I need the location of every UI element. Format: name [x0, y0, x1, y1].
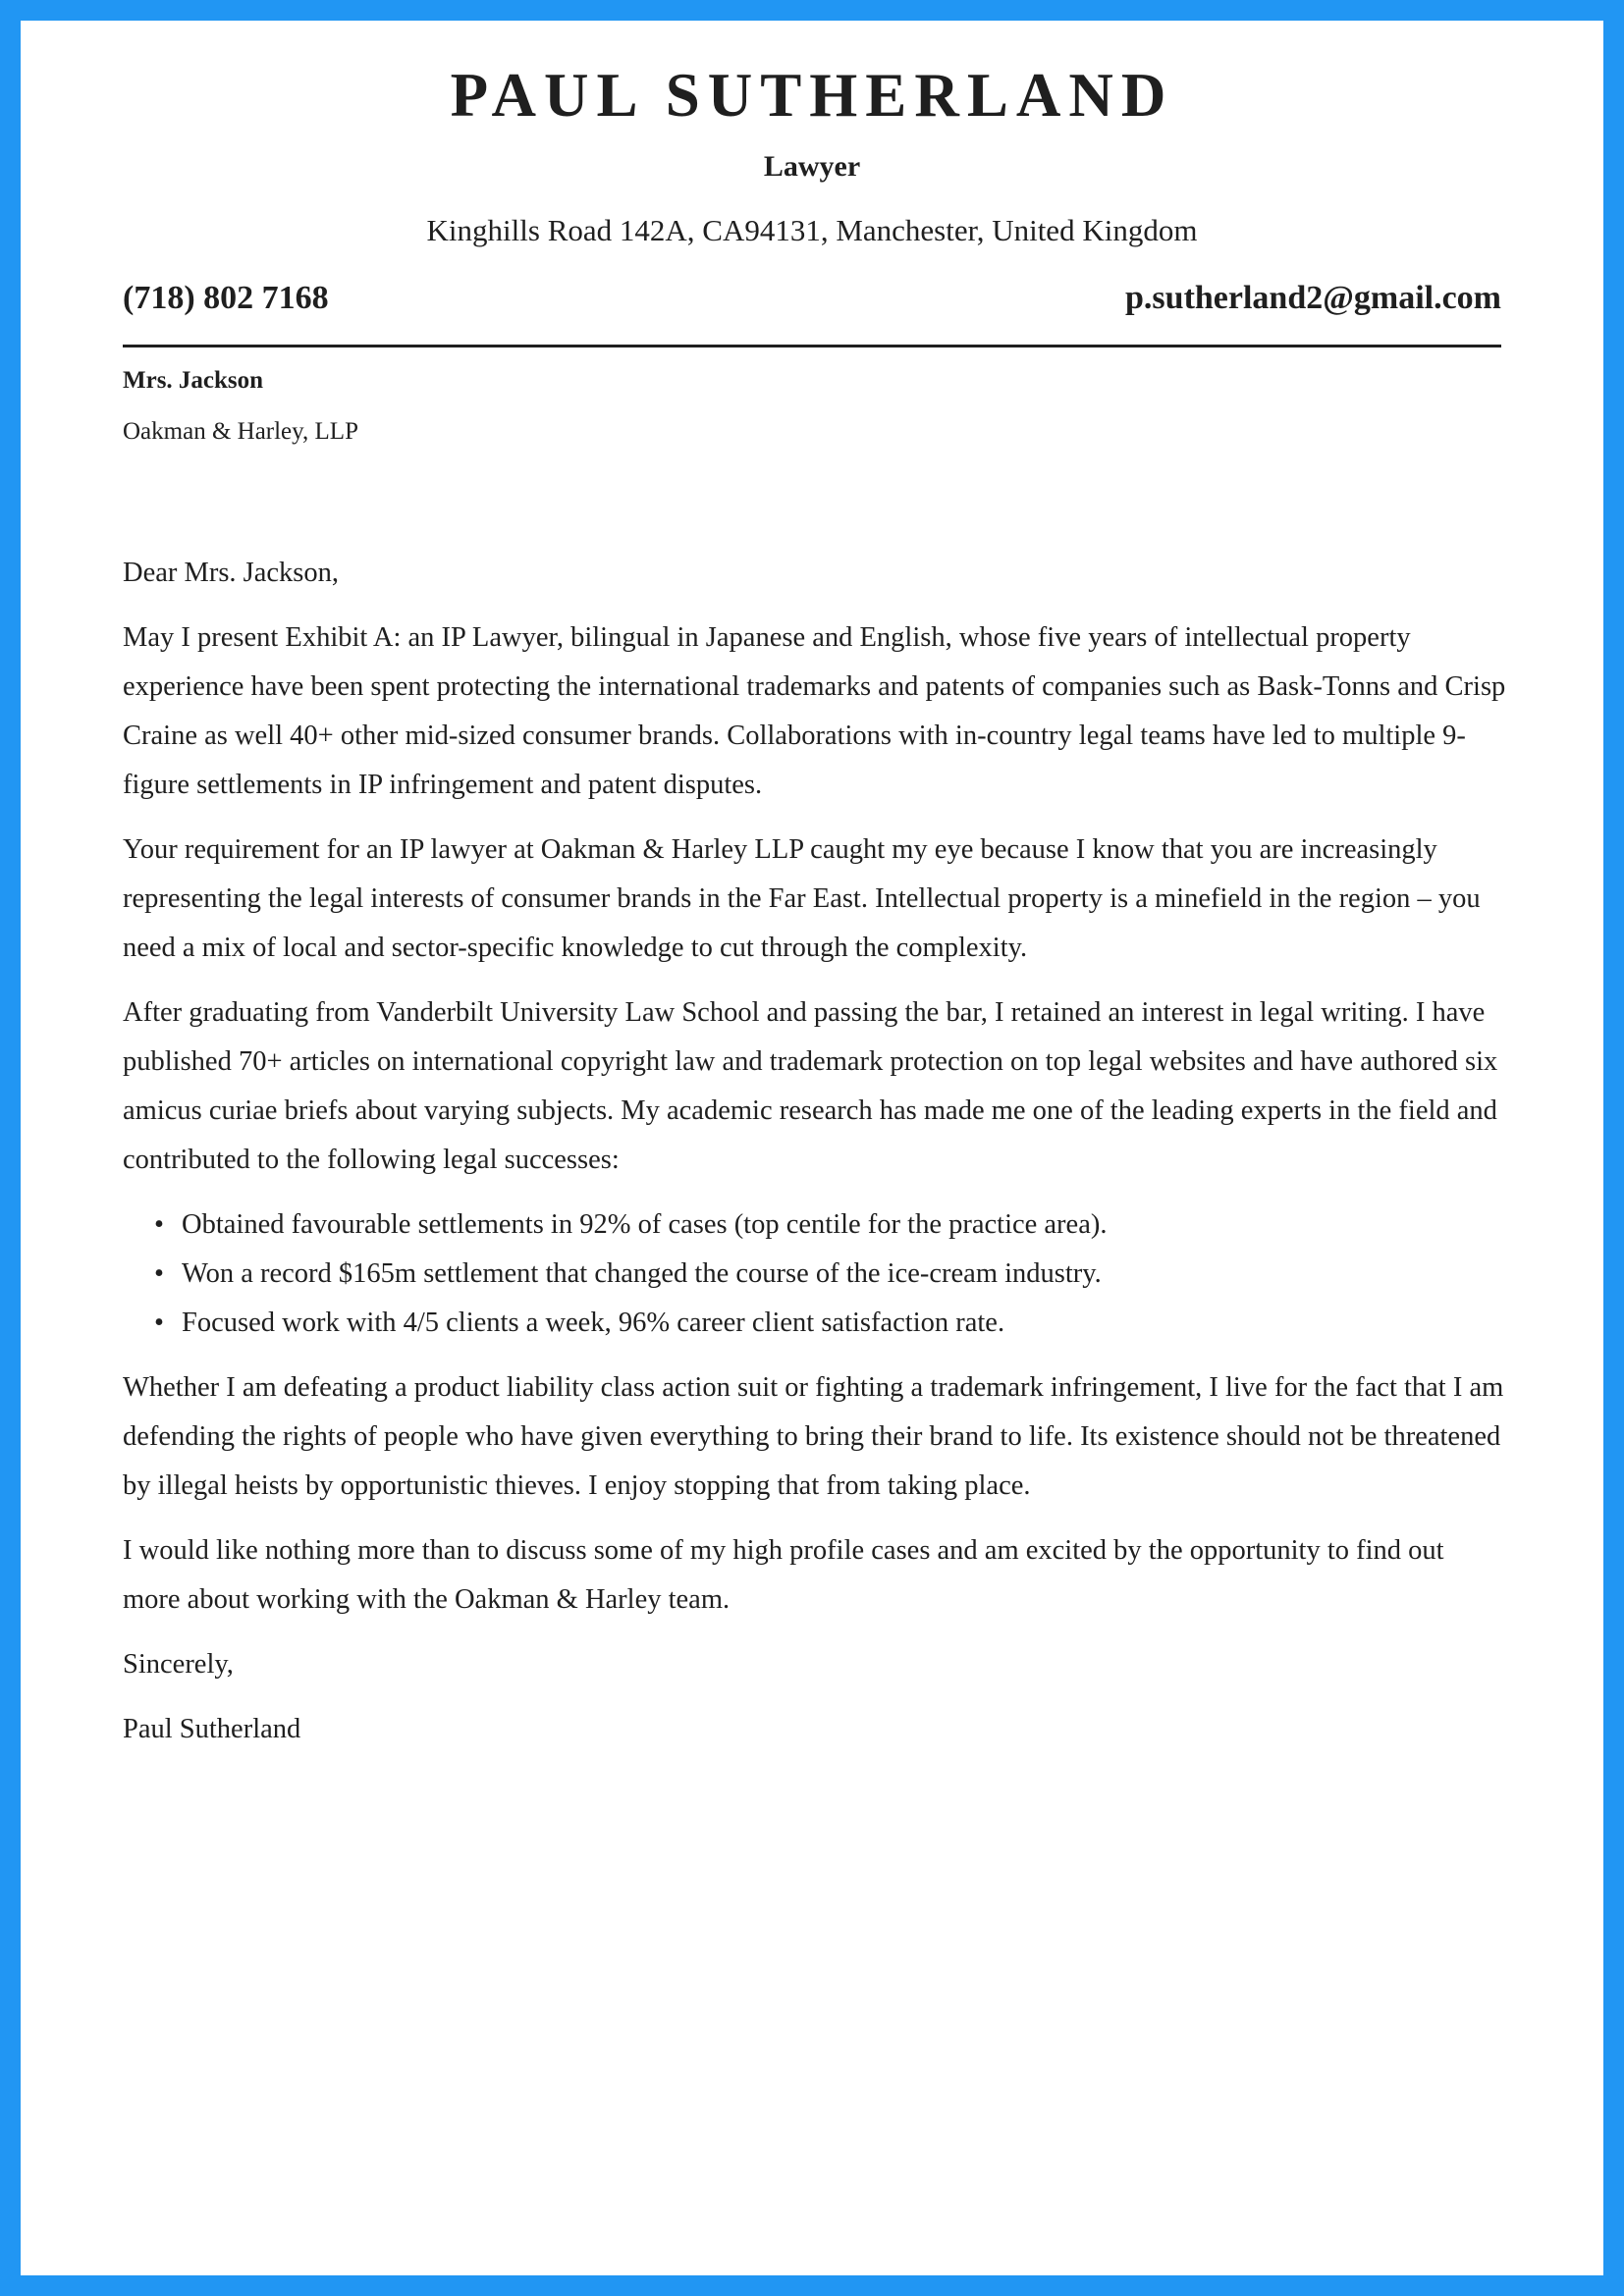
list-item-text: Focused work with 4/5 clients a week, 96% career client satisfaction rate. — [182, 1308, 1005, 1338]
bullet-icon: • — [154, 1308, 164, 1338]
list-item-text: Won a record $165m settlement that changed the course of the ice-cream industry. — [182, 1258, 1102, 1289]
achievements-list — [123, 1201, 1507, 1348]
paragraph-background: After graduating from Vanderbilt University Law School and passing the bar, I retained an interest in legal writing. I have published 70+ articles on international copyright law and trademark protection on top legal websites and have authored six amicus curiae briefs about varying subjects. My academic research has made me one of the leading experts in the field and contributed to the following legal successes: — [123, 997, 1498, 1175]
applicant-name: PAUL SUTHERLAND — [450, 61, 1174, 130]
list-item — [154, 1201, 1507, 1250]
list-item-text: Obtained favourable settlements in 92% of cases (top centile for the practice area). — [182, 1209, 1108, 1240]
closing: Sincerely, — [123, 1649, 234, 1680]
list-item — [154, 1250, 1507, 1299]
paragraph-closing: I would like nothing more than to discuss some of my high profile cases and am excited by the opportunity to find out more about working with the Oakman & Harley team. — [123, 1535, 1444, 1615]
bullet-icon: • — [154, 1209, 164, 1240]
applicant-email: p.sutherland2@gmail.com — [1125, 280, 1501, 316]
signature: Paul Sutherland — [123, 1714, 301, 1744]
applicant-phone: (718) 802 7168 — [123, 280, 329, 316]
applicant-address: Kinghills Road 142A, CA94131, Manchester, United Kingdom — [426, 213, 1198, 247]
bullet-icon: • — [154, 1258, 164, 1289]
salutation: Dear Mrs. Jackson, — [123, 558, 340, 588]
recipient-name: Mrs. Jackson — [123, 367, 264, 394]
paragraph-motivation: Your requirement for an IP lawyer at Oakman & Harley LLP caught my eye because I know that you are increasingly representing the legal interests of consumer brands in the Far East. Intellectual property is a minefield in the region – you need a mix of local and sector-specific knowledge to cut through the complexity. — [123, 834, 1481, 963]
list-item — [154, 1299, 1507, 1348]
applicant-role: Lawyer — [763, 150, 861, 183]
recipient-company: Oakman & Harley, LLP — [123, 418, 358, 445]
letter-body — [123, 549, 1507, 1770]
paragraph-passion: Whether I am defeating a product liability class action suit or fighting a trademark infringement, I live for the fact that I am defending the rights of people who have given everything to bring their brand to life. Its existence should not be threatened by illegal heists by opportunistic thieves. I enjoy stopping that from taking place. — [123, 1372, 1504, 1501]
header-divider — [123, 345, 1501, 347]
paragraph-intro: May I present Exhibit A: an IP Lawyer, bilingual in Japanese and English, whose five years of intellectual property experience have been spent protecting the international trademarks and patents of companies such as Bask-Tonns and Crisp Craine as well 40+ other mid-sized consumer brands. Collaborations with in-country legal teams have led to multiple 9-figure settlements in IP infringement and patent disputes. — [123, 622, 1506, 800]
letter-page — [21, 21, 1603, 2275]
